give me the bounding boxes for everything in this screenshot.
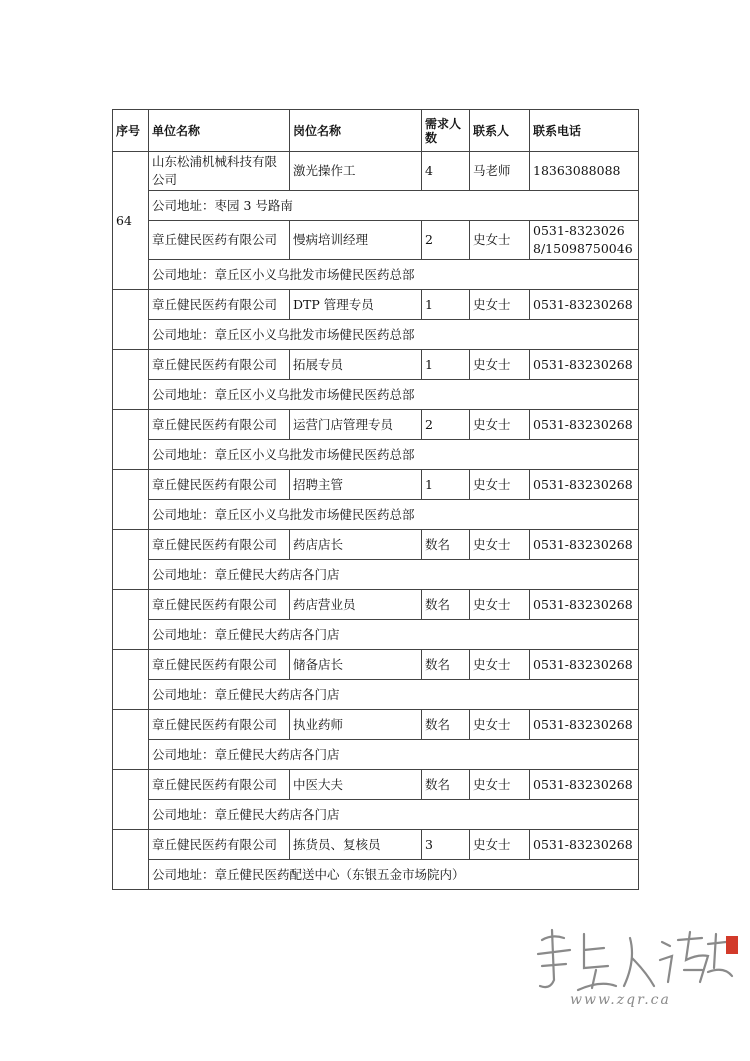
address-cell: 公司地址：章丘区小义乌批发市场健民医药总部: [149, 320, 639, 350]
company-cell: 章丘健民医药有限公司: [149, 470, 290, 500]
position-cell: 招聘主管: [290, 470, 422, 500]
contact-cell: 史女士: [470, 290, 530, 320]
position-cell: 拣货员、复核员: [290, 830, 422, 860]
phone-cell: 0531-83230268: [530, 650, 639, 680]
demand-cell: 1: [422, 350, 470, 380]
address-row: [113, 740, 639, 770]
header-demand: 需求人数: [422, 110, 470, 152]
header-phone: 联系电话: [530, 110, 639, 152]
address-cell: 公司地址：章丘健民大药店各门店: [149, 620, 639, 650]
contact-cell: 史女士: [470, 770, 530, 800]
contact-cell: 史女士: [470, 590, 530, 620]
position-cell: 运营门店管理专员: [290, 410, 422, 440]
demand-cell: 4: [422, 152, 470, 191]
address-row: [113, 260, 639, 290]
demand-cell: 2: [422, 410, 470, 440]
seq-cell-empty: [113, 650, 149, 710]
address-row: [113, 680, 639, 710]
watermark-url: www.zqr.ca: [570, 992, 671, 1008]
table-row: [113, 830, 639, 860]
contact-cell: 史女士: [470, 350, 530, 380]
seq-cell-empty: [113, 770, 149, 830]
address-row: [113, 620, 639, 650]
forum-watermark-logo: [512, 920, 742, 1010]
phone-cell: 0531-83230268: [530, 530, 639, 560]
address-row: [113, 440, 639, 470]
position-cell: 储备店长: [290, 650, 422, 680]
table-row: [113, 770, 639, 800]
contact-cell: 史女士: [470, 410, 530, 440]
watermark-calligraphy: [538, 930, 732, 990]
table-row: [113, 530, 639, 560]
phone-cell: 0531-83230268: [530, 770, 639, 800]
position-cell: 中医大夫: [290, 770, 422, 800]
contact-cell: 史女士: [470, 530, 530, 560]
seq-cell-empty: [113, 530, 149, 590]
address-cell: 公司地址：章丘健民大药店各门店: [149, 680, 639, 710]
header-company: 单位名称: [149, 110, 290, 152]
company-cell: 章丘健民医药有限公司: [149, 770, 290, 800]
company-cell: 章丘健民医药有限公司: [149, 590, 290, 620]
table-row: [113, 710, 639, 740]
header-position: 岗位名称: [290, 110, 422, 152]
seq-cell-empty: [113, 290, 149, 350]
table-row: [113, 650, 639, 680]
company-cell: 章丘健民医药有限公司: [149, 830, 290, 860]
position-cell: 执业药师: [290, 710, 422, 740]
phone-cell: 0531-83230268: [530, 830, 639, 860]
company-cell: 章丘健民医药有限公司: [149, 350, 290, 380]
address-cell: 公司地址：章丘区小义乌批发市场健民医药总部: [149, 500, 639, 530]
seq-cell-empty: [113, 830, 149, 890]
demand-cell: 数名: [422, 590, 470, 620]
company-cell: 章丘健民医药有限公司: [149, 221, 290, 260]
seq-cell: 64: [113, 152, 149, 290]
phone-cell: 0531-83230268: [530, 470, 639, 500]
company-cell: 章丘健民医药有限公司: [149, 530, 290, 560]
seq-cell-empty: [113, 410, 149, 470]
table-row: [113, 152, 639, 191]
seq-cell-empty: [113, 710, 149, 770]
position-cell: 慢病培训经理: [290, 221, 422, 260]
position-cell: 激光操作工: [290, 152, 422, 191]
demand-cell: 1: [422, 470, 470, 500]
demand-cell: 数名: [422, 770, 470, 800]
company-cell: 章丘健民医药有限公司: [149, 650, 290, 680]
position-cell: 药店店长: [290, 530, 422, 560]
seq-cell-empty: [113, 350, 149, 410]
demand-cell: 数名: [422, 530, 470, 560]
table-row: [113, 410, 639, 440]
address-cell: 公司地址：章丘健民大药店各门店: [149, 560, 639, 590]
job-listing-table: [112, 109, 639, 890]
demand-cell: 1: [422, 290, 470, 320]
address-cell: 公司地址：章丘健民医药配送中心（东银五金市场院内）: [149, 860, 639, 890]
position-cell: DTP 管理专员: [290, 290, 422, 320]
phone-cell: 0531-83230268: [530, 350, 639, 380]
position-cell: 药店营业员: [290, 590, 422, 620]
contact-cell: 史女士: [470, 470, 530, 500]
address-cell: 公司地址：章丘区小义乌批发市场健民医药总部: [149, 260, 639, 290]
address-row: [113, 380, 639, 410]
address-row: [113, 800, 639, 830]
address-cell: 公司地址：章丘健民大药店各门店: [149, 800, 639, 830]
company-cell: 山东松浦机械科技有限公司: [149, 152, 290, 191]
table-row: [113, 350, 639, 380]
address-row: [113, 320, 639, 350]
address-row: [113, 860, 639, 890]
table-row: [113, 221, 639, 260]
phone-cell: 0531-83230268: [530, 710, 639, 740]
seq-cell-empty: [113, 470, 149, 530]
contact-cell: 马老师: [470, 152, 530, 191]
table-row: [113, 590, 639, 620]
seal-icon: [726, 936, 738, 954]
phone-cell: 0531-83230268: [530, 410, 639, 440]
header-seq: 序号: [113, 110, 149, 152]
contact-cell: 史女士: [470, 221, 530, 260]
phone-cell: 0531-83230268: [530, 590, 639, 620]
phone-cell: 18363088088: [530, 152, 639, 191]
demand-cell: 数名: [422, 650, 470, 680]
address-cell: 公司地址：枣园 3 号路南: [149, 191, 639, 221]
address-row: [113, 560, 639, 590]
header-contact: 联系人: [470, 110, 530, 152]
phone-cell: 0531-83230268/15098750046: [530, 221, 639, 260]
phone-cell: 0531-83230268: [530, 290, 639, 320]
address-cell: 公司地址：章丘健民大药店各门店: [149, 740, 639, 770]
demand-cell: 2: [422, 221, 470, 260]
seq-cell-empty: [113, 590, 149, 650]
contact-cell: 史女士: [470, 650, 530, 680]
table-row: [113, 290, 639, 320]
position-cell: 拓展专员: [290, 350, 422, 380]
contact-cell: 史女士: [470, 710, 530, 740]
header-row: [113, 110, 639, 152]
contact-cell: 史女士: [470, 830, 530, 860]
table-row: [113, 470, 639, 500]
demand-cell: 数名: [422, 710, 470, 740]
company-cell: 章丘健民医药有限公司: [149, 290, 290, 320]
company-cell: 章丘健民医药有限公司: [149, 410, 290, 440]
demand-cell: 3: [422, 830, 470, 860]
address-row: [113, 500, 639, 530]
company-cell: 章丘健民医药有限公司: [149, 710, 290, 740]
address-cell: 公司地址：章丘区小义乌批发市场健民医药总部: [149, 440, 639, 470]
address-row: [113, 191, 639, 221]
address-cell: 公司地址：章丘区小义乌批发市场健民医药总部: [149, 380, 639, 410]
